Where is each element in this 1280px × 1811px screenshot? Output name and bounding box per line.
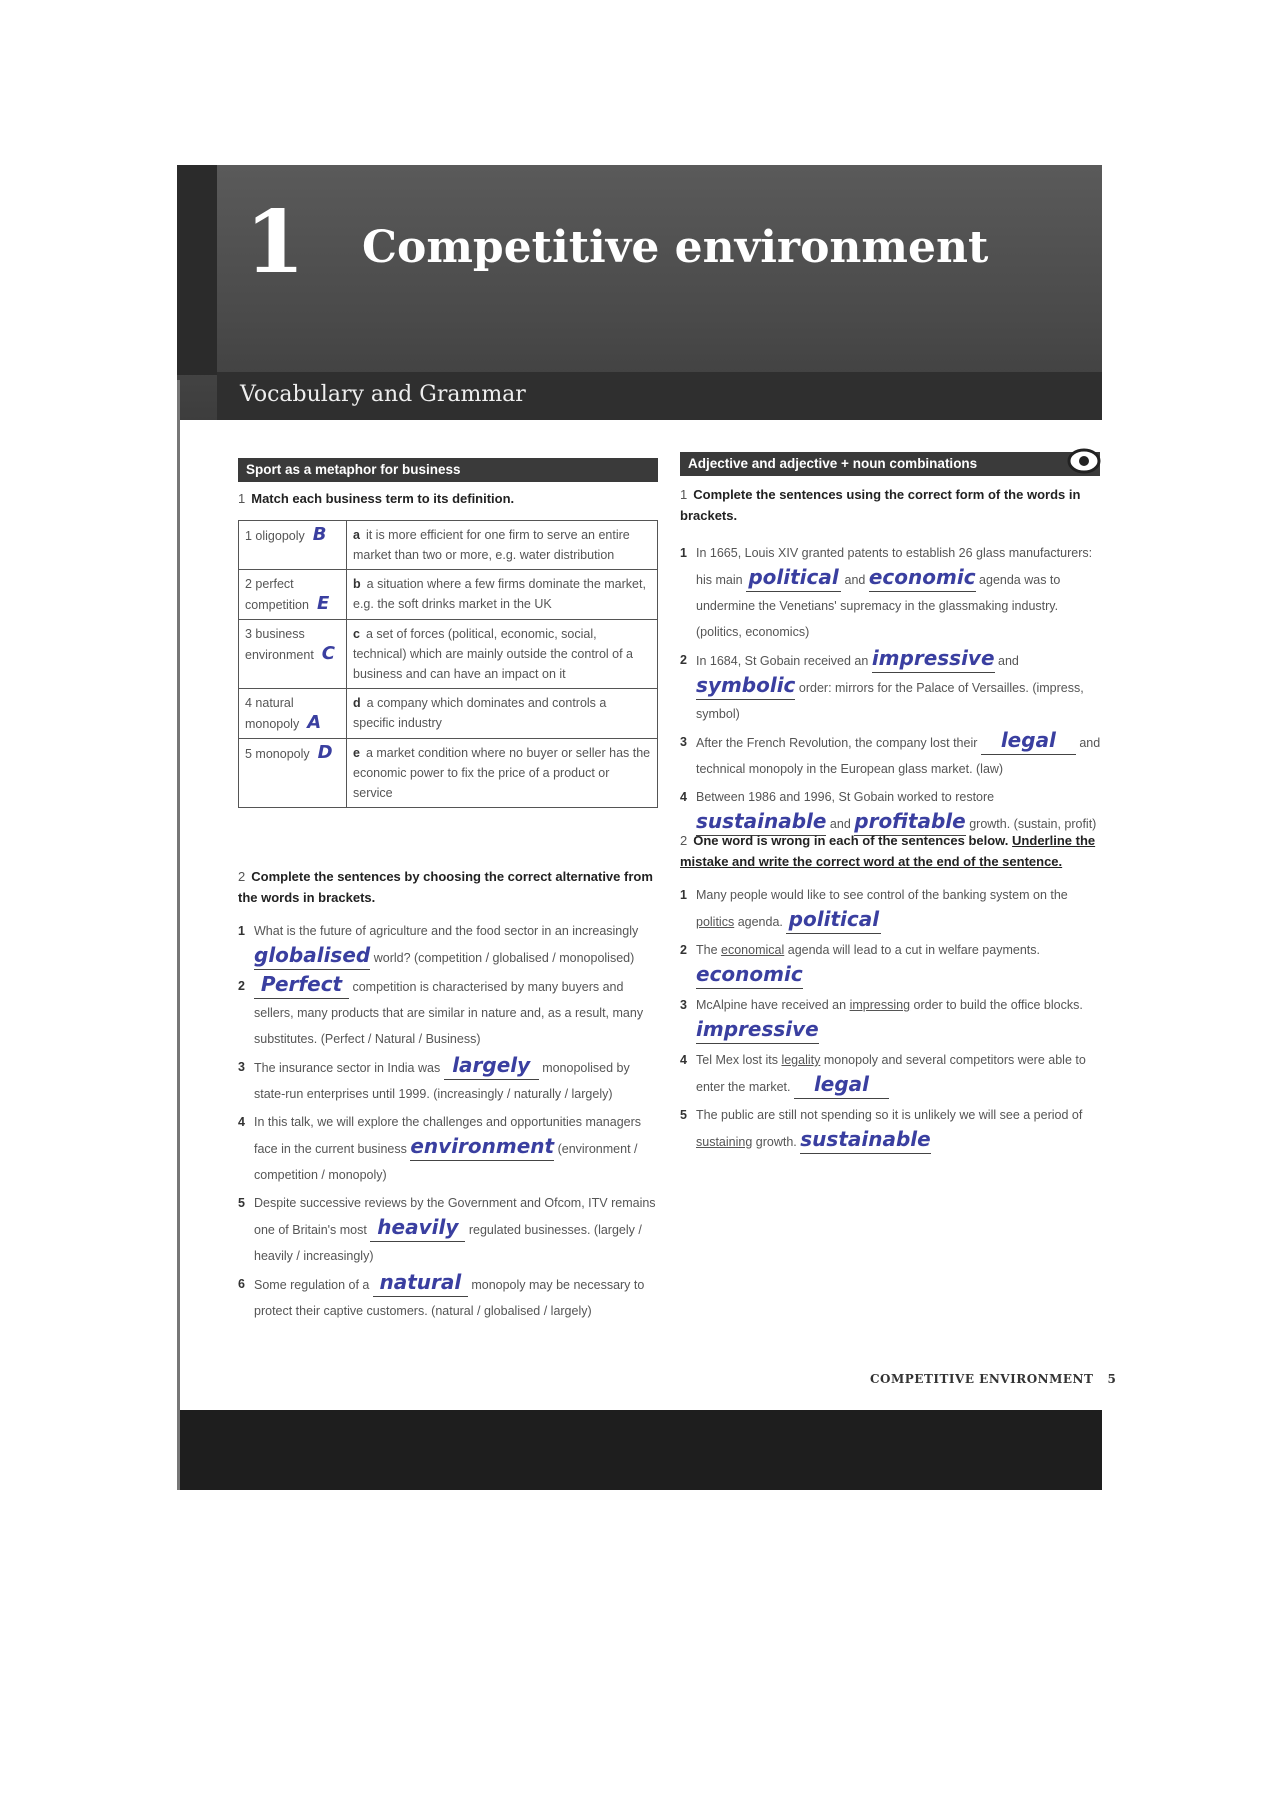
answer-blank xyxy=(254,944,370,970)
item-number: 2 xyxy=(238,979,245,993)
item-text-before: Many people would like to see control of the banking system on the xyxy=(696,888,1068,902)
left-section-title: Sport as a metaphor for business xyxy=(238,458,658,482)
definition-text: a set of forces (political, economic, social, technical) which are mainly outside the control of a business and can have an impact on it xyxy=(353,627,634,681)
item-number: 1 xyxy=(680,546,687,560)
item-number: 2 xyxy=(680,653,687,667)
term-label: 2 perfect competition xyxy=(245,577,309,612)
handwritten-answer: impressive xyxy=(696,1017,819,1041)
unit-number: 1 xyxy=(245,192,305,293)
table-row xyxy=(239,689,658,739)
definition-cell xyxy=(347,620,658,689)
item-number: 1 xyxy=(680,888,687,902)
definition-text: it is more efficient for one firm to serve an entire market than two or more, e.g. water distribution xyxy=(353,528,630,562)
item-text-before: Despite successive reviews by the Government and Ofcom, ITV remains one of Britain's most xyxy=(254,1196,656,1237)
answer-blank xyxy=(373,1271,468,1297)
handwritten-answer: D xyxy=(317,742,333,763)
item-text-after: growth. (sustain, profit) xyxy=(969,817,1097,831)
left-ex2-list xyxy=(238,918,660,1326)
item-number: 4 xyxy=(238,1115,245,1129)
footer-bar xyxy=(180,1410,1102,1490)
item-number: 2 xyxy=(680,943,687,957)
right-ex2-list xyxy=(680,882,1102,1157)
list-item xyxy=(238,918,660,971)
handwritten-answer: economic xyxy=(868,565,976,589)
running-footer: COMPETITIVE ENVIRONMENT 5 xyxy=(870,1372,1117,1386)
term-cell xyxy=(239,521,347,570)
right-ex1-list xyxy=(680,540,1102,839)
answer-blank xyxy=(370,1216,465,1242)
table-row xyxy=(239,739,658,808)
right-section-title: Adjective and adjective + noun combinations xyxy=(680,452,1100,476)
handwritten-answer: largely xyxy=(452,1053,531,1077)
term-cell xyxy=(239,739,347,808)
underlined-mistake: impressing xyxy=(849,998,911,1012)
audio-cd-icon xyxy=(1067,448,1101,474)
item-text-after: agenda will lead to a cut in welfare payments. xyxy=(787,943,1040,957)
item-text-before: The public are still not spending so it is unlikely we will see a period of xyxy=(696,1108,1083,1122)
list-item xyxy=(680,729,1102,782)
item-text-after: and technical monopoly in the European glass market. (law) xyxy=(696,736,1101,776)
underlined-mistake: politics xyxy=(696,915,735,929)
item-number: 6 xyxy=(238,1277,245,1291)
list-item xyxy=(680,647,1102,727)
table-row xyxy=(239,521,658,570)
item-text-mid: and xyxy=(998,654,1019,668)
item-text-after: growth. xyxy=(755,1135,797,1149)
right-ex1-instruction: 1 Complete the sentences using the correct form of the words in brackets. xyxy=(680,487,1081,523)
item-text-after: competition is characterised by many buyers and sellers, many products that are similar in nature and, as a result, many substitutes. (Perfect / Natural / Business) xyxy=(254,980,644,1046)
item-number: 3 xyxy=(680,998,687,1012)
definition-letter: e xyxy=(353,746,360,760)
item-number: 4 xyxy=(680,790,687,804)
list-item xyxy=(680,882,1102,935)
page-edge xyxy=(177,380,180,1490)
answer-blank xyxy=(794,1073,889,1099)
handwritten-answer: impressive xyxy=(871,646,995,670)
item-text-before: McAlpine have received an xyxy=(696,998,847,1012)
handwritten-answer: sustainable xyxy=(696,809,827,833)
item-number: 3 xyxy=(238,1060,245,1074)
unit-title: Competitive environment xyxy=(362,222,989,273)
term-label: 5 monopoly xyxy=(245,747,310,761)
definition-cell xyxy=(347,689,658,739)
item-text-before: The insurance sector in India was xyxy=(254,1061,441,1075)
list-item xyxy=(238,1190,660,1269)
item-number: 5 xyxy=(680,1108,687,1122)
answer-blank xyxy=(696,963,803,989)
list-item xyxy=(238,1271,660,1324)
list-item xyxy=(680,1102,1102,1155)
left-ex1-instruction: 1 Match each business term to its definition. xyxy=(238,491,515,506)
right-ex2-instruction: 2 One word is wrong in each of the sentences below. Underline the mistake and write the correct word at the end of the sentence. xyxy=(680,833,1096,869)
item-text-mid: and xyxy=(829,817,851,831)
list-item xyxy=(680,1047,1102,1100)
item-text-after: monopoly may be necessary to protect their captive customers. (natural / globalised / largely) xyxy=(254,1278,645,1318)
answer-blank xyxy=(786,908,881,934)
underlined-mistake: economical xyxy=(721,943,785,957)
item-number: 5 xyxy=(238,1196,245,1210)
answer-blank xyxy=(981,729,1076,755)
handwritten-answer: C xyxy=(321,643,336,664)
definition-cell xyxy=(347,570,658,620)
handwritten-answer: sustainable xyxy=(800,1127,931,1151)
item-text-after: monopoly and several competitors were able to enter the market. xyxy=(696,1053,1086,1094)
handwritten-answer: environment xyxy=(410,1134,555,1158)
handwritten-answer: B xyxy=(312,524,327,545)
handwritten-answer: heavily xyxy=(377,1215,459,1239)
unit-subtitle: Vocabulary and Grammar xyxy=(240,382,526,407)
item-text-before: In 1684, St Gobain received an xyxy=(696,654,869,668)
item-text-before: In 1665, Louis XIV granted patents to establish 26 glass manufacturers: his main xyxy=(696,546,1093,587)
term-cell xyxy=(239,620,347,689)
item-number: 4 xyxy=(680,1053,687,1067)
term-label: 3 business environment xyxy=(245,627,314,662)
definition-text: a market condition where no buyer or seller has the economic power to fix the price of a product or service xyxy=(353,746,651,800)
answer-blank xyxy=(444,1054,539,1080)
item-text-after: order: mirrors for the Palace of Versailles. (impress, symbol) xyxy=(696,681,1084,721)
item-text-after: regulated businesses. (largely / heavily / increasingly) xyxy=(254,1223,642,1263)
answer-blank xyxy=(254,973,349,999)
definition-letter: d xyxy=(353,696,361,710)
definition-letter: a xyxy=(353,528,360,542)
list-item xyxy=(238,1054,660,1107)
answer-blank xyxy=(696,1018,819,1044)
handwritten-answer: legal xyxy=(813,1072,870,1096)
item-text-before: What is the future of agriculture and the food sector in an increasingly xyxy=(254,924,639,938)
item-text-mid: and xyxy=(844,573,866,587)
item-text-after: agenda was to undermine the Venetians' supremacy in the glassmaking industry. (politics, economics) xyxy=(696,573,1061,639)
handwritten-answer: profitable xyxy=(854,809,966,833)
item-text-after: order to build the office blocks. xyxy=(913,998,1083,1012)
item-text-before: The xyxy=(696,943,718,957)
underlined-mistake: legality xyxy=(781,1053,821,1067)
handwritten-answer: Perfect xyxy=(260,972,343,996)
answer-blank xyxy=(869,566,976,592)
item-text-before: Some regulation of a xyxy=(254,1278,370,1292)
matching-table xyxy=(238,520,658,808)
handwritten-answer: A xyxy=(307,712,322,733)
answer-blank xyxy=(800,1128,930,1154)
term-cell xyxy=(239,570,347,620)
handwritten-answer: political xyxy=(748,565,839,589)
list-item xyxy=(238,1109,660,1188)
answer-blank xyxy=(872,647,995,673)
underlined-mistake: sustaining xyxy=(696,1135,753,1149)
item-text-before: After the French Revolution, the company lost their xyxy=(696,736,978,750)
definition-cell xyxy=(347,521,658,570)
term-cell xyxy=(239,689,347,739)
handwritten-answer: symbolic xyxy=(696,673,796,697)
item-number: 3 xyxy=(680,735,687,749)
definition-letter: b xyxy=(353,577,361,591)
item-text-before: Between 1986 and 1996, St Gobain worked to restore xyxy=(696,790,995,804)
table-row xyxy=(239,620,658,689)
left-ex2-instruction: 2 Complete the sentences by choosing the correct alternative from the words in brackets. xyxy=(238,869,653,905)
item-text-before: Tel Mex lost its xyxy=(696,1053,778,1067)
list-item xyxy=(680,992,1102,1045)
handwritten-answer: E xyxy=(316,593,330,614)
handwritten-answer: natural xyxy=(379,1270,462,1294)
answer-blank xyxy=(696,674,795,700)
item-number: 1 xyxy=(238,924,245,938)
table-row xyxy=(239,570,658,620)
list-item xyxy=(680,937,1102,990)
item-text-after: (environment / competition / monopoly) xyxy=(254,1142,638,1182)
list-item xyxy=(680,540,1102,645)
definition-text: a situation where a few firms dominate the market, e.g. the soft drinks market in the UK xyxy=(353,577,646,611)
term-label: 4 natural monopoly xyxy=(245,696,300,731)
handwritten-answer: legal xyxy=(1000,728,1056,752)
item-text-after: world? (competition / globalised / monopolised) xyxy=(373,951,635,965)
item-text-after: agenda. xyxy=(737,915,783,929)
definition-cell xyxy=(347,739,658,808)
item-text-after: monopolised by state-run enterprises until 1999. (increasingly / naturally / largely) xyxy=(254,1061,630,1101)
answer-blank xyxy=(410,1135,554,1161)
handwritten-answer: political xyxy=(788,907,880,931)
definition-text: a company which dominates and controls a specific industry xyxy=(353,696,607,730)
header-accent xyxy=(177,165,217,375)
item-text-before: In this talk, we will explore the challenges and opportunities managers face in the current business xyxy=(254,1115,642,1156)
definition-letter: c xyxy=(353,627,360,641)
term-label: 1 oligopoly xyxy=(245,529,305,543)
list-item xyxy=(238,973,660,1052)
handwritten-answer: globalised xyxy=(254,943,371,967)
handwritten-answer: economic xyxy=(696,962,803,986)
page-number: 5 xyxy=(1107,1372,1117,1386)
answer-blank xyxy=(746,566,841,592)
